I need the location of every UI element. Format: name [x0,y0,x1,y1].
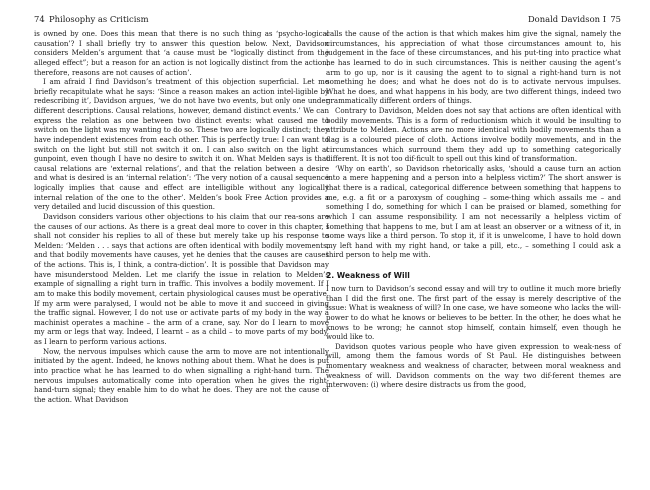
paragraph: ‘Why on earth’, so Davidson rhetorically asks, ‘should a cause turn an action into a mere happening and a person into a helpless victim?’ The short answer is that there is a radical, categorical difference between something that happens to me, e.g. a fit or a paroxysm of coughing – some-thing which assails me – and something I do, something for which I can be praised or blamed, something for which I can assume responsibility. I am not necessarily a helpless victim of something that happens to me, but I am at least an observer or a witness of it, in some ways like a third person. To stop it, if it is unwelcome, I have to hold down my left hand with my right hand, or take a pill, etc., – something I could ask a third person to help me with. [326,163,621,260]
left-running-title: Philosophy as Criticism [49,14,149,24]
left-running-header [34,12,329,26]
section-heading: 2. Weakness of Will [326,271,410,280]
paragraph: calls the cause of the action is that which makes him give the signal, namely the circumstances, his appreciation of what those circumstances amount to, his judgement in the face of these circumstances, and his put-ting into practice what he has learned to do in such circumstances. This is neither causing the agent’s arm to go up, nor is it causing the agent to to signal a right-hand turn is not something he does; and what he does not do is to activate nervous impulses. What he does, and what happens in his body, are two different things, indeed two grammatically different orders of things. [326,29,621,106]
paragraph: Now, the nervous impulses which cause the arm to move are not intentionally initiated by the agent. Indeed, he knows nothing about them. What he does is put into practice what he has learned to do when signalling a right-hand turn. The nervous impulses automatically come into operation when he gives the right-hand-turn signal; they enable him to do what he does. They are not the cause of the action. What Davidson [34,346,329,404]
left-page-number: 74 [34,14,45,24]
paragraph: Contrary to Davidson, Melden does not say that actions are often identical with bodily movements. This is a form of reductionism which it would be insulting to attribute to Melden. Actions are no more identical with bodily movements than a flag is a coloured piece of cloth. Actions involve bodily movements, and in the circumstances which surround them they add up to something categorically different. It is not too dif-ficult to spell out this kind of transformation. [326,106,621,164]
paragraph: is owned by one. Does this mean that there is no such thing as ‘psycho-logical causation’? I shall briefly try to answer this question below. Next, Davidson considers Melden’s argument that ‘a cause must be “logically distinct from the alleged effect”; but a reason for an action is not logically distinct from the action; therefore, reasons are not causes of action’. [34,29,329,77]
right-running-header [326,12,621,26]
right-running-title: Donald Davidson I [527,14,606,24]
paragraph: I now turn to Davidson’s second essay and will try to outline it much more briefly than I did the first one. The first part of the essay is merely descriptive of the issue: What is weakness of will? In one case, we have someone who lacks the will-power to do what he knows or believes to be better. In the other, he does what he knows to be wrong; he cannot stop himself, contain himself, even though he would like to. [326,284,621,342]
right-page-body [326,29,621,390]
paragraph: Davidson considers various other objections to his claim that our rea-sons are the causes of our actions. As there is a great deal more to cover in this chapter, I shall not consider his replies to all of these but merely take up his response to Melden: ‘Melden . . . says that actions are often identical with bodily movements, and that bodily movements have causes, yet he denies that the causes are causes of the actions. This is, I think, a contra-diction’. It is possible that Davidson may have misunderstood Melden. Let me clarify the issue in relation to Melden’s example of signalling a right turn in traffic. This involves a bodily movement. If I am to make this bodily movement, certain physiological causes must be operative. If my arm were paralysed, I would not be able to move it and succeed in giving the traffic signal. However, I do not use or activate parts of my body in the way a machinist operates a machine – the arm of a crane, say. Nor do I learn to move my arm or legs that way. Indeed, I learnt – as a child – to move parts of my body, as I learn to perform various actions. [34,211,329,346]
right-page-number: 75 [610,14,621,24]
paragraph: I am afraid I find Davidson’s treatment of this objection superficial. Let me briefly recapitulate what he says: ‘Since a reason makes an action intel-ligible by redescribing it’, Davidson argues, ‘we do not have two events, but only one under different descriptions. Causal relations, however, demand distinct events.’ We can express the relation as one between two distinct events: what caused me to switch on the light was my wanting to do so. These two are logically distinct; they have independent existences from each other. This is perfectly true: I can want to switch on the light but still not switch it on. I can also switch on the light at gunpoint, even though I have no desire to switch it on. What Melden says is that causal relations are ‘external relations’, and that the relation between a desire and what is desired is an ‘internal relation’: ‘The very notion of a causal sequence logically implies that cause and effect are intelligible without any logically internal relation of the one to the other’. Melden’s book Free Action provides a very detailed and lucid discussion of this question. [34,77,329,212]
right-page [326,12,621,390]
left-page [34,12,329,404]
paragraph: Davidson quotes various people who have given expression to weak-ness of will, among them the famous words of St Paul. He distinguishes between momentary weakness and weakness of character, between moral weakness and weakness of will. Davidson comments on the way two dif-ferent themes are interwoven: (i) where desire distracts us from the good, [326,341,621,390]
left-page-body [34,29,329,404]
